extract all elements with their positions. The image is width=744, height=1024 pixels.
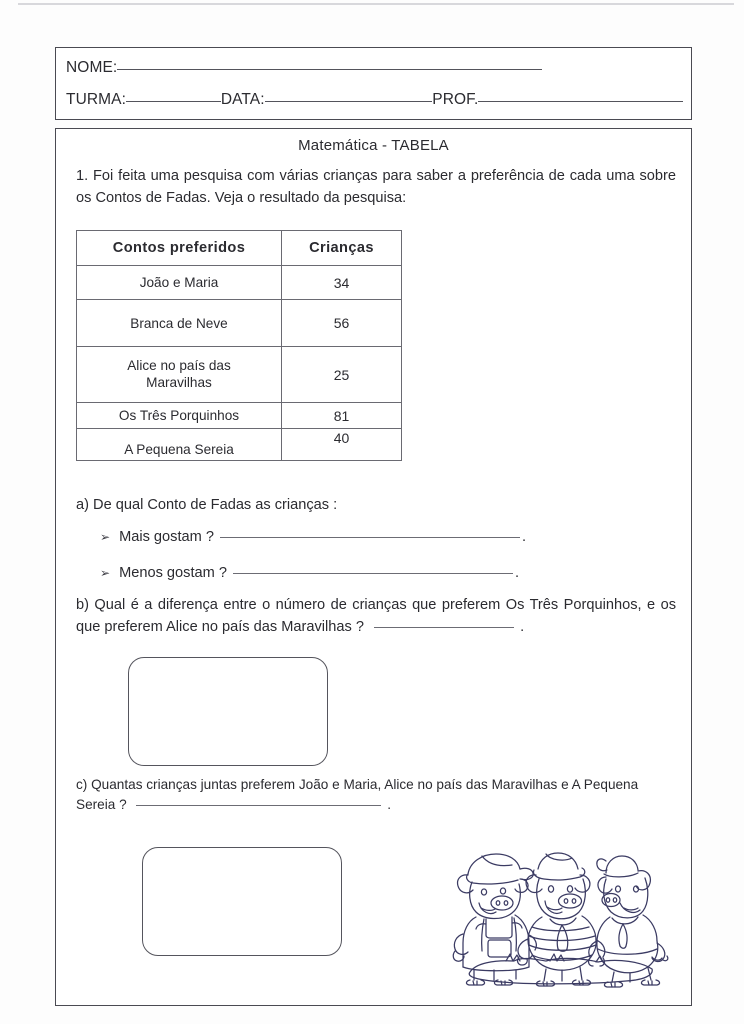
student-identification-box bbox=[55, 47, 692, 120]
table-row bbox=[77, 300, 402, 347]
question-a-answer-2-rule[interactable] bbox=[233, 573, 513, 574]
teacher-input-rule[interactable] bbox=[478, 101, 683, 102]
class-input-rule[interactable] bbox=[126, 101, 221, 102]
worksheet-content-box bbox=[55, 128, 692, 1006]
cell-count: 81 bbox=[282, 403, 402, 429]
page-title: Matemática - TABELA bbox=[298, 137, 449, 154]
cell-story: A Pequena Sereia bbox=[77, 429, 282, 461]
survey-results-table bbox=[76, 230, 402, 461]
cell-count: 40 bbox=[282, 429, 402, 461]
date-label: DATA: bbox=[220, 91, 265, 108]
cell-story bbox=[77, 347, 282, 403]
name-field-row bbox=[66, 59, 683, 77]
arrow-bullet-icon: ➢ bbox=[100, 566, 111, 580]
class-label: TURMA: bbox=[66, 91, 127, 108]
question-b-text: b) Qual é a diferença entre o número de crianças que preferem Os Três Porquinhos, e os que preferem Alice no país das Maravilhas ? bbox=[76, 597, 676, 635]
arrow-bullet-icon: ➢ bbox=[100, 530, 111, 544]
cell-story: João e Maria bbox=[77, 266, 282, 300]
question-c bbox=[76, 775, 676, 816]
name-label: NOME: bbox=[66, 59, 118, 76]
class-date-teacher-row bbox=[66, 91, 683, 109]
question-a-bullet-2 bbox=[100, 565, 519, 581]
question-c-text: c) Quantas crianças juntas preferem João e Maria, Alice no país das Maravilhas e A Pequena Sereia ? bbox=[76, 777, 639, 813]
scan-edge-artifact bbox=[18, 3, 734, 5]
question-a-bullet-1-period: . bbox=[521, 529, 527, 545]
question-a-answer-1-rule[interactable] bbox=[220, 537, 520, 538]
three-little-pigs-illustration bbox=[446, 839, 686, 989]
cell-count: 56 bbox=[282, 300, 402, 347]
question-b-period: . bbox=[520, 618, 525, 635]
question-c-answer-rule[interactable] bbox=[136, 805, 381, 806]
question-b-work-box[interactable] bbox=[128, 657, 328, 766]
question-c-work-box[interactable] bbox=[142, 847, 342, 956]
question-b-answer-rule[interactable] bbox=[374, 627, 514, 628]
table-row bbox=[77, 403, 402, 429]
name-input-rule[interactable] bbox=[117, 69, 542, 70]
teacher-label: PROF. bbox=[432, 91, 479, 108]
date-input-rule[interactable] bbox=[265, 101, 433, 102]
question-a-bullet-2-label: Menos gostam ? bbox=[119, 565, 227, 581]
table-header-row bbox=[77, 231, 402, 266]
question-c-period: . bbox=[387, 797, 391, 813]
question-a-bullet-1-label: Mais gostam ? bbox=[119, 529, 214, 545]
cell-count: 25 bbox=[282, 347, 402, 403]
column-header-children: Crianças bbox=[282, 231, 402, 266]
question-a-text: a) De qual Conto de Fadas as crianças : bbox=[76, 497, 338, 513]
cell-count: 34 bbox=[282, 266, 402, 300]
question-1-intro: 1. Foi feita uma pesquisa com várias crianças para saber a preferência de cada uma sobre os Contos de Fadas. Veja o resultado da pesquisa: bbox=[76, 168, 676, 207]
cell-story: Os Três Porquinhos bbox=[77, 403, 282, 429]
cell-story: Branca de Neve bbox=[77, 300, 282, 347]
table-row bbox=[77, 347, 402, 403]
question-b bbox=[76, 595, 676, 639]
question-a-bullet-2-period: . bbox=[514, 565, 520, 581]
question-a-bullet-1 bbox=[100, 529, 526, 545]
cell-story-line2: Maravilhas bbox=[146, 374, 212, 390]
cell-story-line1: Alice no país das bbox=[127, 357, 231, 373]
table-row bbox=[77, 429, 402, 461]
table-row bbox=[77, 266, 402, 300]
column-header-stories: Contos preferidos bbox=[77, 231, 282, 266]
